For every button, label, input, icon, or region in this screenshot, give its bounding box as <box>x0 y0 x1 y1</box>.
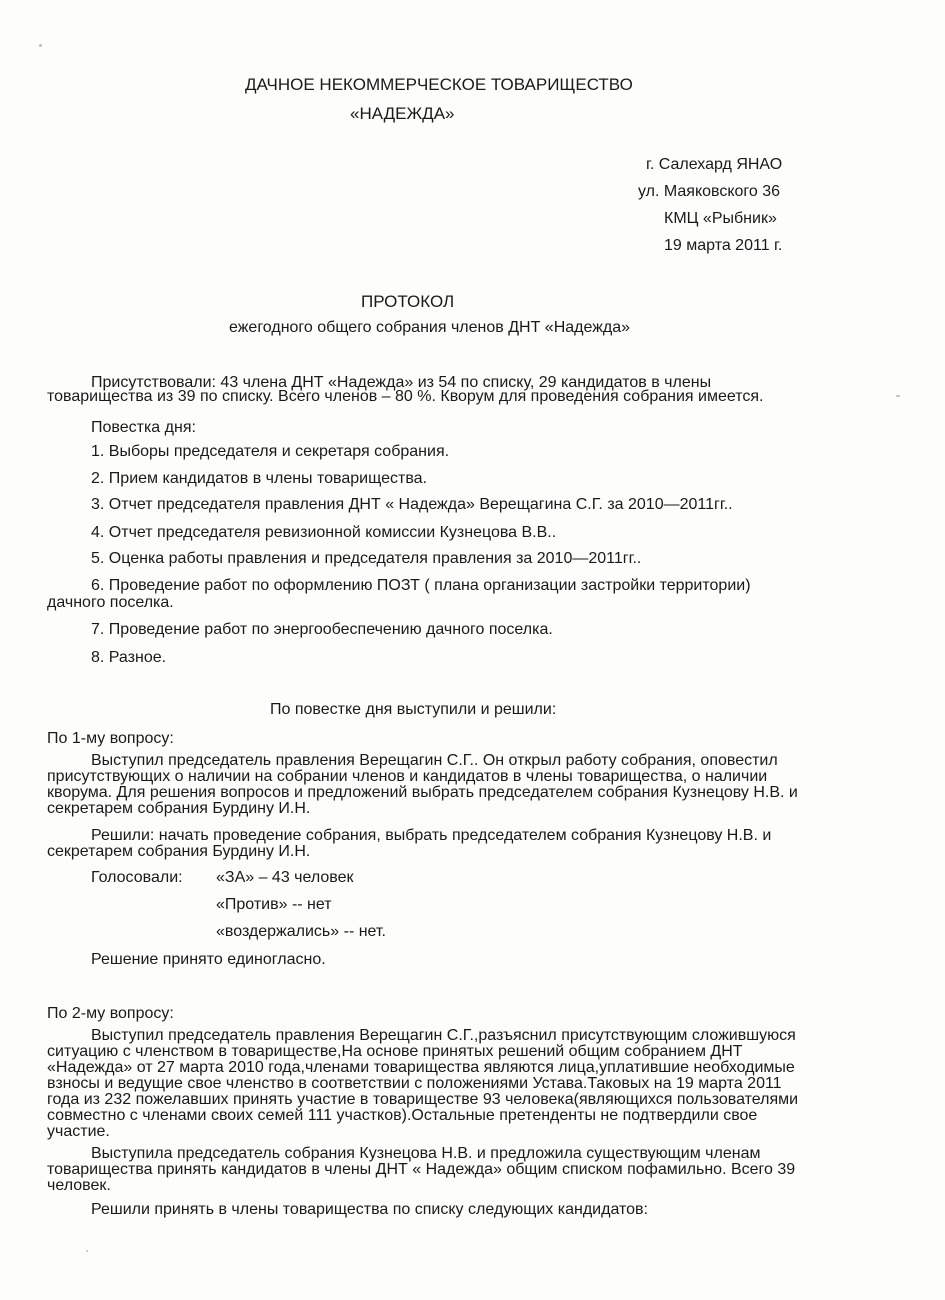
q1-heading: По 1-му вопросу: <box>47 730 174 747</box>
scan-speck <box>896 395 900 397</box>
page-subtitle: ежегодного общего собрания членов ДНТ «Надежда» <box>229 319 631 336</box>
page-title: ПРОТОКОЛ <box>361 292 455 311</box>
agenda-item-6: 6. Проведение работ по оформлению ПОЗТ ( плана организации застройки территории) <box>91 577 751 594</box>
q1-decision-line-1: Решили: начать проведение собрания, выбрать председателем собрания Кузнецову Н.В. и <box>91 827 772 844</box>
scan-speck <box>39 44 42 47</box>
q1-speech-line-2: присутствующих о наличии на собрании членов и кандидатов в члены товарищества, о наличии <box>47 768 768 785</box>
discussion-heading: По повестке дня выступили и решили: <box>270 701 557 718</box>
q1-speech-line-1: Выступил председатель правления Верещагин С.Г.. Он открыл работу собрания, оповестил <box>91 752 778 769</box>
q2-speech-line-4: взносы и ведущие свое членство в соответствии с положениями Устава.Таковых на 19 марта 2011 <box>47 1075 782 1092</box>
q2-speech-line-6: совместно с членами своих семей 111 участков).Остальные претенденты не подтвердили свое <box>47 1107 758 1124</box>
q2-heading: По 2-му вопросу: <box>47 1005 174 1022</box>
agenda-item-8: 8. Разное. <box>91 649 167 666</box>
q2-speech2-line-2: товарищества принять кандидатов в члены ДНТ « Надежда» общим списком пофамильно. Всего 39 <box>47 1161 796 1178</box>
attendance-line-1: Присутствовали: 43 члена ДНТ «Надежда» из 54 по списку, 29 кандидатов в члены <box>91 374 712 391</box>
attendance-line-2: товарищества из 39 по списку. Всего членов – 80 %. Кворум для проведения собрания имеется. <box>47 388 764 405</box>
address-venue: КМЦ «Рыбник» <box>664 210 777 227</box>
agenda-heading: Повестка дня: <box>91 419 196 436</box>
agenda-item-3: 3. Отчет председателя правления ДНТ « Надежда» Верещагина С.Г. за 2010—2011гг.. <box>91 496 733 513</box>
q2-speech2-line-3: человек. <box>47 1177 111 1194</box>
agenda-item-1: 1. Выборы председателя и секретаря собрания. <box>91 443 450 460</box>
q2-speech2-line-1: Выступила председатель собрания Кузнецова Н.В. и предложила существующим членам <box>91 1145 761 1162</box>
agenda-item-6-continued: дачного поселка. <box>47 594 174 611</box>
agenda-item-4: 4. Отчет председателя ревизионной комиссии Кузнецова В.В.. <box>91 524 557 541</box>
q1-vote-label: Голосовали: <box>91 869 183 886</box>
address-street: ул. Маяковского 36 <box>638 183 781 200</box>
q2-speech-line-7: участие. <box>47 1123 110 1140</box>
scan-speck <box>86 1250 88 1252</box>
org-name: ДАЧНОЕ НЕКОММЕРЧЕСКОЕ ТОВАРИЩЕСТВО <box>245 75 633 94</box>
q1-vote-against: «Против» -- нет <box>216 896 332 913</box>
q1-result: Решение принято единогласно. <box>91 951 326 968</box>
agenda-item-2: 2. Прием кандидатов в члены товарищества. <box>91 470 427 487</box>
q1-vote-abstain: «воздержались» -- нет. <box>216 923 386 940</box>
agenda-item-7: 7. Проведение работ по энергообеспечению дачного поселка. <box>91 621 553 638</box>
org-name-quoted: «НАДЕЖДА» <box>350 104 455 123</box>
q2-speech-line-3: «Надежда» от 27 марта 2010 года,членами товарищества являются лица,уплатившие необходимые <box>47 1059 795 1076</box>
q1-decision-line-2: секретарем собрания Бурдину И.Н. <box>47 843 311 860</box>
q2-speech-line-2: ситуацию с членством в товариществе,На основе принятых решений общим собранием ДНТ <box>47 1043 743 1060</box>
address-city: г. Салехард ЯНАО <box>646 156 783 173</box>
q1-vote-for: «ЗА» – 43 человек <box>216 869 354 886</box>
q2-speech-line-1: Выступил председатель правления Верещагин С.Г.,разъяснил присутствующим сложившуюся <box>91 1027 796 1044</box>
q1-speech-line-3: кворума. Для решения вопросов и предложений выбрать председателем собрания Кузнецову Н.В. и <box>47 784 798 801</box>
meeting-date: 19 марта 2011 г. <box>664 237 783 254</box>
q2-speech-line-5: года из 232 пожелавших принять участие в товариществе 93 человека(являющихся пользователями <box>47 1091 799 1108</box>
q2-decision: Решили принять в члены товарищества по списку следующих кандидатов: <box>91 1201 648 1218</box>
agenda-item-5: 5. Оценка работы правления и председателя правления за 2010—2011гг.. <box>91 550 642 567</box>
q1-speech-line-4: секретарем собрания Бурдину И.Н. <box>47 800 311 817</box>
